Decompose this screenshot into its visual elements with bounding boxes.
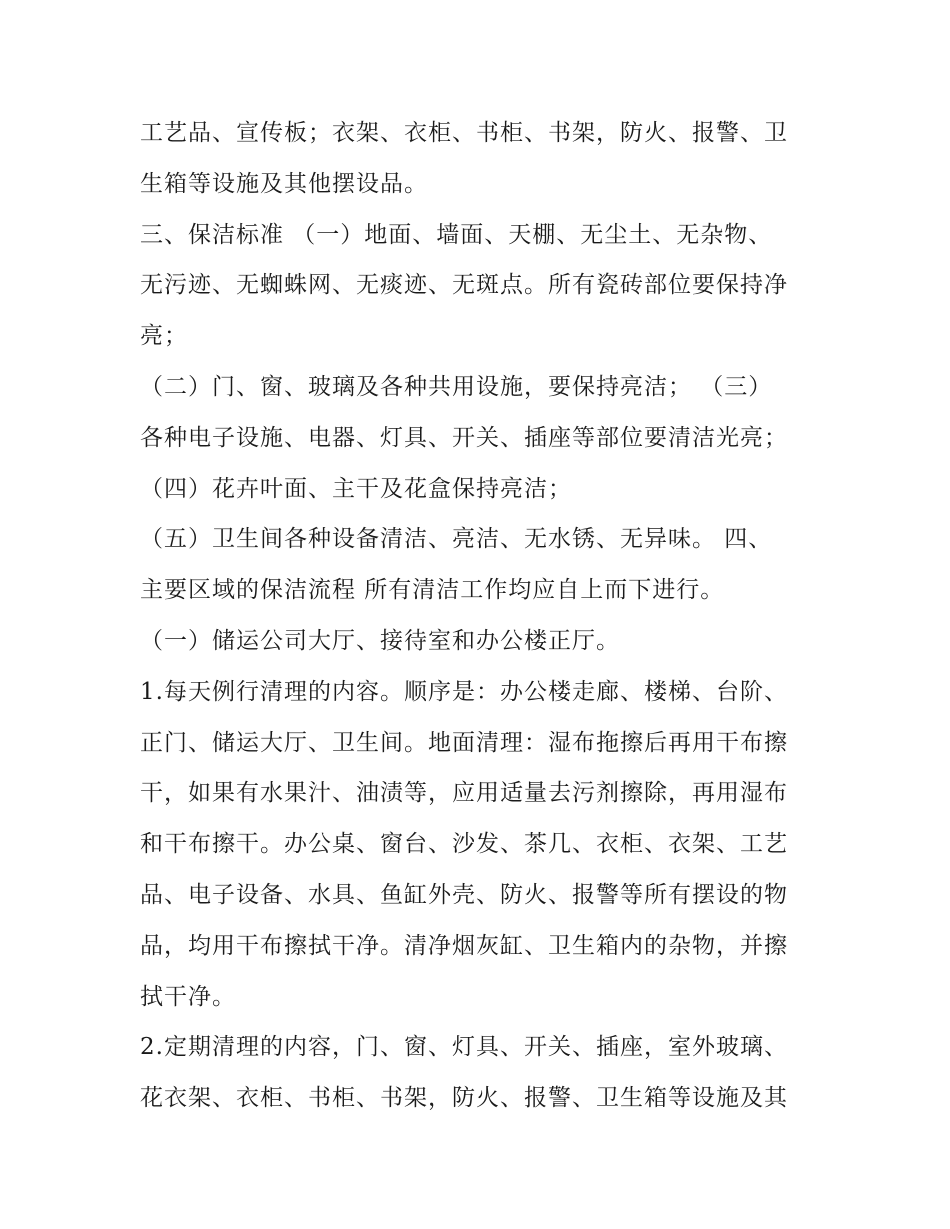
text-line: （五）卫生间各种设备清洁、亮洁、无水锈、无异味。 四、 [140, 526, 773, 553]
text-line: 1.每天例行清理的内容。顺序是：办公楼走廊、楼梯、台阶、 [140, 678, 788, 705]
text-line: 干，如果有水果汁、油渍等，应用适量去污剂擦除，再用湿布 [140, 780, 788, 807]
text-line: 工艺品、宣传板；衣架、衣柜、书柜、书架，防火、报警、卫 [140, 120, 788, 146]
text-line: 正门、储运大厅、卫生间。地面清理：湿布拖擦后再用干布擦 [140, 729, 788, 756]
text-line: 和干布擦干。办公桌、窗台、沙发、茶几、衣柜、衣架、工艺 [140, 831, 788, 858]
text-line: 拭干净。 [140, 983, 236, 1010]
text-line: （二）门、窗、玻璃及各种共用设施，要保持亮洁； （三） [140, 373, 773, 400]
text-line: 亮； [140, 323, 188, 350]
section-heading-line: 三、保洁标准 （一）地面、墙面、天棚、无尘土、无杂物、 [140, 221, 773, 248]
text-line: （四）花卉叶面、主干及花盒保持亮洁； [140, 475, 572, 502]
text-line: 各种电子设施、电器、灯具、开关、插座等部位要清洁光亮； [140, 424, 788, 451]
text-line: 无污迹、无蜘蛛网、无痰迹、无斑点。所有瓷砖部位要保持净 [140, 272, 788, 299]
text-line: 品，均用干布擦拭干净。清净烟灰缸、卫生箱内的杂物，并擦 [140, 932, 788, 959]
subsection-heading-line: （一）储运公司大厅、接待室和办公楼正厅。 [140, 627, 620, 654]
document-body [140, 108, 820, 1124]
text-line: 花衣架、衣柜、书柜、书架，防火、报警、卫生箱等设施及其 [140, 1085, 788, 1112]
text-line: 品、电子设备、水具、鱼缸外壳、防火、报警等所有摆设的物 [140, 881, 788, 908]
section-heading-line: 主要区域的保洁流程 所有清洁工作均应自上而下进行。 [140, 577, 725, 604]
text-line: 生箱等设施及其他摆设品。 [140, 170, 428, 197]
text-line: 2.定期清理的内容，门、窗、灯具、开关、插座，室外玻璃、 [140, 1034, 788, 1061]
